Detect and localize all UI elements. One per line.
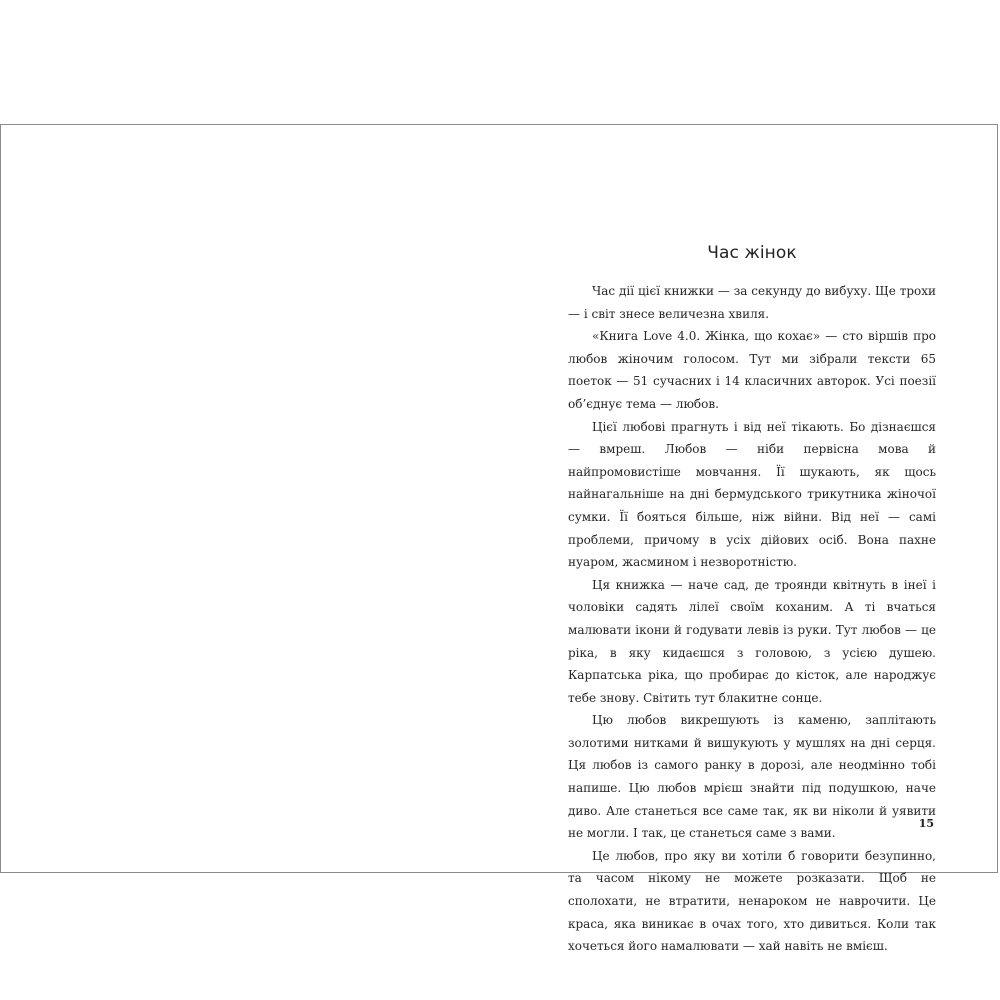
book-spread — [0, 124, 998, 954]
paragraph: Цієї любові прагнуть і від неї тікають. Бо дізнаєшся — вмреш. Любов — ніби первісна мова й найпромовистіше мовчання. Її шукають, як щось найнагальніше на дні бермудського трикутника жіночої сумки. Її бояться більше, ніж війни. Від неї — самі проблеми, причому в усіх дійових осіб. Вона пахне нуаром, жасмином і незворотністю. — [568, 419, 936, 570]
paragraph: Час дії цієї книжки — за секунду до вибуху. Ще трохи — і світ знесе величезна хвиля. — [568, 284, 936, 321]
chapter-title: Час жінок — [707, 243, 797, 263]
paragraph: «Книга Love 4.0. Жінка, що кохає» — сто віршів про любов жіночим голосом. Тут ми зібрали тексти 65 поеток — 51 сучасних і 14 класичних авторок. Усі поезії об’єднує тема — любов. — [568, 329, 936, 411]
body-text — [568, 280, 936, 958]
paragraph: Цю любов викрешують із каменю, заплітають золотими нитками й вишукують у мушлях на дні серця. Ця любов із самого ранку в дорозі, але неодмінно тобі напише. Цю любов мрієш знайти під подушкою, наче диво. Але станеться все саме так, як ви ніколи й уявити не могли. І так, це станеться саме з вами. — [568, 713, 936, 841]
page-number: 15 — [918, 817, 934, 830]
paragraph: Ця книжка — наче сад, де троянди квітнуть в інеї і чоловіки садять лілеї своїм коханим. А ті вчаться малювати ікони й годувати левів із руки. Тут любов — це ріка, в яку кидаєшся з головою, з усією душею. Карпатська ріка, що пробирає до кісток, але народжує тебе знову. Світить тут блакитне сонце. — [568, 577, 936, 705]
paragraph: Це любов, про яку ви хотіли б говорити безупинно, та часом нікому не можете розказати. Щоб не сполохати, не втратити, ненароком не наврочити. Це краса, яка виникає в очах того, хто дивиться. Коли так хочеться його намалювати — хай навіть не вмієш. — [568, 848, 936, 954]
